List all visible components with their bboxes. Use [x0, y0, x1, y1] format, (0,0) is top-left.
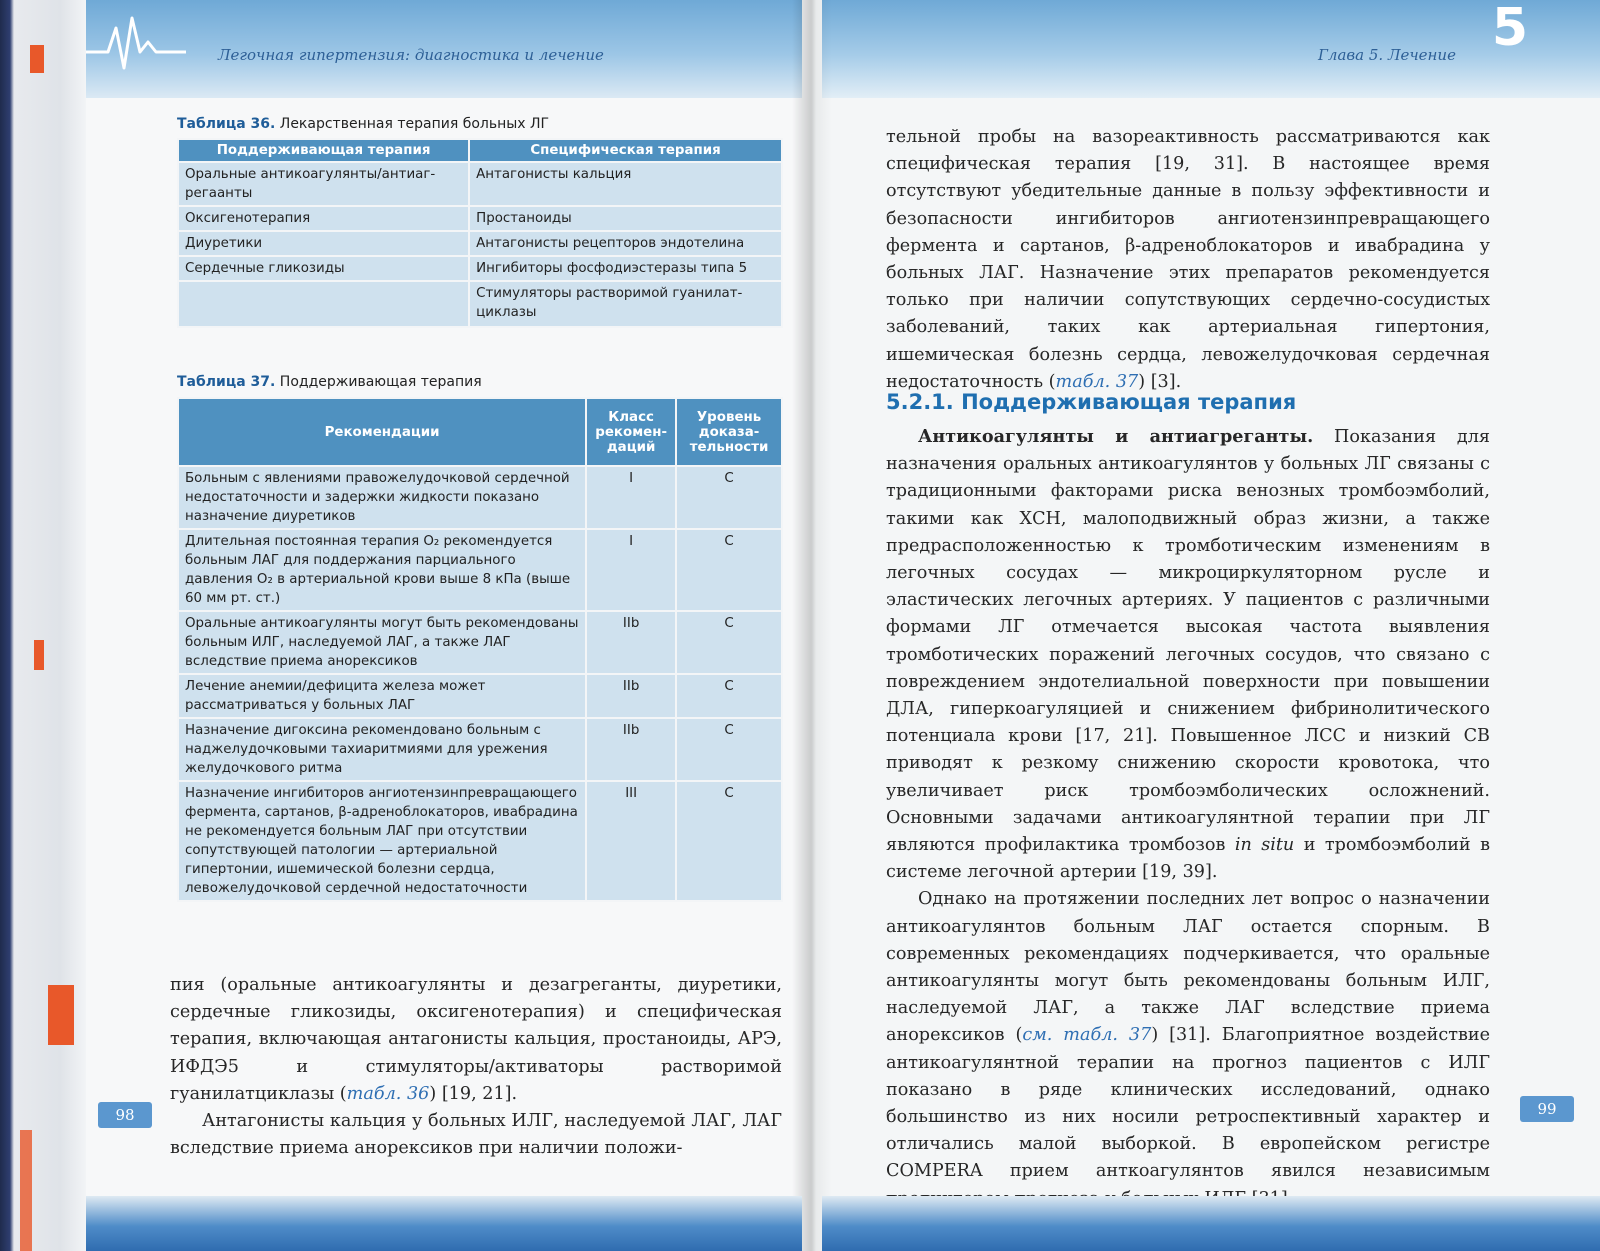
right-paragraph-2: Показания для назначения оральных антикоагулянтов у больных ЛГ связаны с традиционными факторами риска венозных тромбоэмболий, такими как ХСН, малоподвижный образ жизни, а также предрасположенностью к тромботическим изменениям в легочных сосудах — микроциркуляторном русле и эластических легочных артериях. У пациентов с различными формами ЛГ отмечается высокая частота выявления тромботических поражений легочных сосудов, что связано с повреждением эндотелиальной поверхности при повышении ДЛА, гиперкоагуляцией и снижением фибринолитического потенциала крови [17, 21]. Повышенное ЛСС и низкий СВ приводят к резкому снижению скорости кровотока, что увеличивает риск тромбоэмболических осложнений. Основными задачами антикоагулянтной терапии при ЛГ являются профилактика тромбозов [886, 427, 1490, 856]
table-cell: Назначение дигоксина рекомендовано больным с наджелудочковыми тахиаритмиями для урежения желудочкового ритма [178, 718, 586, 781]
table-cell: Сердечные гликозиды [178, 256, 469, 281]
table-cell: C [676, 674, 782, 718]
right-header-band [822, 0, 1600, 98]
edge-tab [20, 1130, 32, 1251]
table37 [177, 397, 783, 902]
table37-caption-bold: Таблица 37. [177, 374, 276, 390]
table-cell: C [676, 529, 782, 611]
left-paragraph-2: Антагонисты кальция у больных ИЛГ, наследуемой ЛАГ, ЛАГ вследствие приема анорексиков при наличии положи- [170, 1111, 782, 1159]
table37-caption [177, 374, 482, 390]
table-row [178, 206, 782, 231]
table-cell: Антагонисты кальция [469, 162, 782, 206]
right-paragraph-1-end: ) [3]. [1138, 371, 1182, 392]
table-cell: Простаноиды [469, 206, 782, 231]
latin-term: in situ [1234, 835, 1295, 856]
table-row [178, 231, 782, 256]
table-cell: C [676, 781, 782, 901]
table36 [177, 138, 783, 328]
table-cell [178, 281, 469, 327]
table37-header: Рекомендации [178, 398, 586, 466]
table36-header: Специфическая терапия [469, 139, 782, 162]
table-row [178, 256, 782, 281]
edge-tab [34, 640, 44, 670]
table-link[interactable]: табл. 37 [1055, 371, 1139, 392]
table-link[interactable]: табл. 36 [346, 1083, 430, 1104]
right-body-text-2 [886, 423, 1490, 1213]
page-number-left: 98 [98, 1102, 152, 1128]
section-heading: 5.2.1. Поддерживающая терапия [886, 390, 1297, 414]
table-cell: Оральные антикоагулянты/антиаг-регаанты [178, 162, 469, 206]
table37-caption-text: Поддерживающая терапия [275, 374, 482, 390]
table-cell: III [586, 781, 676, 901]
table-row [178, 674, 782, 718]
table-row [178, 281, 782, 327]
table-cell: Больным с явлениями правожелудочковой сердечной недостаточности и задержки жидкости показано назначение диуретиков [178, 466, 586, 529]
left-body-text [170, 972, 782, 1162]
table36-header: Поддерживающая терапия [178, 139, 469, 162]
table-row [178, 466, 782, 529]
table-cell: C [676, 718, 782, 781]
table-cell: Назначение ингибиторов ангиотензинпревращающего фермента, сартанов, β-адреноблокаторов, ивабрадина не рекомендуется больным ЛАГ при отсутствии сопутствующей патологии — артериальной гипертонии, ишемической болезни сердца, левожелудочковой сердечной недостаточности [178, 781, 586, 901]
table37-header: Класс рекомен-даций [586, 398, 676, 466]
left-paragraph-1-end: ) [19, 21]. [429, 1083, 518, 1104]
table-cell: Оксигенотерапия [178, 206, 469, 231]
left-paragraph-1: пия (оральные антикоагулянты и дезагреганты, диуретики, сердечные гликозиды, оксигенотерапия) и специфическая терапия, включающая антагонисты кальция, простаноиды, АРЭ, ИФДЭ5 и стимуляторы/активаторы растворимой гуанилатциклазы ( [170, 975, 782, 1104]
heartbeat-icon [86, 8, 186, 78]
table-cell: I [586, 529, 676, 611]
table-row [178, 529, 782, 611]
book-gutter [792, 0, 832, 1251]
table-cell: Стимуляторы растворимой гуанилат-циклазы [469, 281, 782, 327]
table36-caption-bold: Таблица 36. [177, 116, 276, 132]
right-paragraph-2-end: и тромбоэмболий в системе легочной артерии [19, 39]. [886, 835, 1490, 883]
paragraph-lead: Антикоагулянты и антиагреганты. [918, 426, 1314, 447]
book-edge [0, 0, 86, 1251]
table-cell: C [676, 611, 782, 674]
right-footer-band [822, 1196, 1600, 1251]
chapter-number: 5 [1491, 0, 1528, 58]
table-row [178, 611, 782, 674]
page-number-right: 99 [1520, 1096, 1574, 1122]
table-cell: I [586, 466, 676, 529]
right-paragraph-3-end: ) [31]. Благоприятное воздействие антикоагулянтной терапии на прогноз пациентов с ИЛГ показано в ряде клинических исследований, однако большинство из них носили ретроспективный характер и отличались малой выборкой. В европейском регистре COMPERA прием анткоагулянтов явился независимым [886, 1025, 1491, 1182]
table-cell: IIb [586, 718, 676, 781]
table-cell: IIb [586, 674, 676, 718]
table-cell: Антагонисты рецепторов эндотелина [469, 231, 782, 256]
table-row [178, 718, 782, 781]
table-row [178, 162, 782, 206]
left-footer-band [86, 1196, 802, 1251]
running-header-left: Легочная гипертензия: диагностика и лечение [218, 46, 604, 64]
table36-caption-text: Лекарственная терапия больных ЛГ [275, 116, 550, 132]
right-body-text-1 [886, 124, 1490, 396]
edge-tab [48, 985, 74, 1045]
table-cell: Длительная постоянная терапия O₂ рекомендуется больным ЛАГ для поддержания парциального давления O₂ в артериальной крови выше 8 кПа (выше 60 мм рт. ст.) [178, 529, 586, 611]
edge-tab [30, 45, 44, 73]
table-cell: Диуретики [178, 231, 469, 256]
table-cell: Лечение анемии/дефицита железа может рассматриваться у больных ЛАГ [178, 674, 586, 718]
right-paragraph-3: Однако на протяжении последних лет вопрос о назначении антикоагулянтов больным ЛАГ остается спорным. В современных рекомендациях подчеркивается, что оральные антикоагулянты могут быть рекомендованы больным ИЛГ, наследуемой ЛАГ, а также ЛАГ вследствие приема анорексиков ( [886, 889, 1490, 1046]
table-cell: Ингибиторы фосфодиэстеразы типа 5 [469, 256, 782, 281]
table-cell: Оральные антикоагулянты могут быть рекомендованы больным ИЛГ, наследуемой ЛАГ, а также ЛАГ вследствие приема анорексиков [178, 611, 586, 674]
table-link[interactable]: см. табл. 37 [1022, 1025, 1152, 1046]
table36-caption [177, 116, 549, 132]
running-header-right: Глава 5. Лечение [1318, 46, 1456, 64]
right-paragraph-1: тельной пробы на вазореактивность рассматриваются как специфическая терапия [19, 31]. В настоящее время отсутствуют убедительные данные в пользу эффективности и безопасности ингибиторов ангиотензинпревращающего фермента и сартанов, β-адреноблокаторов и ивабрадина у больных ЛАГ. Назначение этих препаратов рекомендуется только при наличии сопутствующих сердечно-сосудистых заболеваний, таких как артериальная гипертония, ишемическая болезнь сердца, левожелудочковая сердечная недостаточность ( [886, 127, 1490, 392]
table-row [178, 781, 782, 901]
table-cell: IIb [586, 611, 676, 674]
table37-header: Уровень доказа-тельности [676, 398, 782, 466]
table-cell: C [676, 466, 782, 529]
